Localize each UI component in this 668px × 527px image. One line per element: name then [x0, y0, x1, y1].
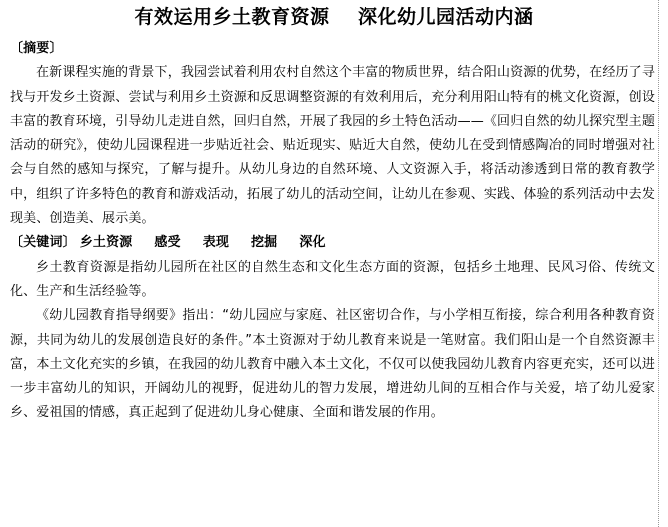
keywords-label: 〔关键词〕: [10, 235, 76, 251]
document-title: 有效运用乡土教育资源 深化幼儿园活动内涵: [134, 6, 534, 28]
document-body: [10, 37, 655, 426]
keywords-line: [10, 231, 655, 255]
keyword-item: 感受: [154, 235, 181, 251]
keyword-item: 表现: [202, 235, 229, 251]
abstract-label: 〔摘要〕: [10, 41, 63, 56]
keyword-item: 深化: [299, 235, 326, 251]
keyword-item: 挖掘: [251, 235, 278, 251]
page-edge-divider: [658, 0, 668, 527]
keyword-item: 乡土资源: [79, 235, 133, 251]
abstract-paragraph: 在新课程实施的背景下，我园尝试着利用农村自然这个丰富的物质世界，结合阳山资源的优势，在经历了寻找与开发乡土资源、尝试与利用乡土资源和反思调整资源的有效利用后，充分利用阳山特有的桃文化资源，创设丰富的教育环境，引导幼儿走进自然，回归自然，开展了我园的乡土特色活动——《回归自然的幼儿探究型主题活动的研究》，使幼儿园课程进一步贴近社会、贴近现实、贴近大自然，使幼儿在受到情感陶冶的同时增强对社会与自然的感知与探究，了解与提升。从幼儿身边的自然环境、人文资源入手，将活动渗透到日常的教育教学中，组织了许多特色的教育和游戏活动，拓展了幼儿的活动空间，让幼儿在参观、实践、体验的系列活动中去发现美、创造美、展示美。: [10, 65, 655, 227]
body-paragraph-1: 乡土教育资源是指幼儿园所在社区的自然生态和文化生态方面的资源，包括乡土地理、民风习俗、传统文化、生产和生活经验等。: [10, 259, 655, 299]
body-paragraph-2: 《幼儿园教育指导纲要》指出：“幼儿园应与家庭、社区密切合作，与小学相互衔接，综合利用各种教育资源，共同为幼儿的发展创造良好的条件。”本土资源对于幼儿教育来说是一笔财富。我们阳山是一个自然资源丰富，本土文化充实的乡镇，在我园的幼儿教育中融入本土文化，不仅可以使我园幼儿教育内容更充实，还可以进一步丰富幼儿的知识，开阔幼儿的视野，促进幼儿的智力发展，增进幼儿间的互相合作与关爱，培了幼儿爱家乡、爱祖国的情感，真正起到了促进幼儿身心健康、全面和谐发展的作用。: [10, 308, 655, 421]
